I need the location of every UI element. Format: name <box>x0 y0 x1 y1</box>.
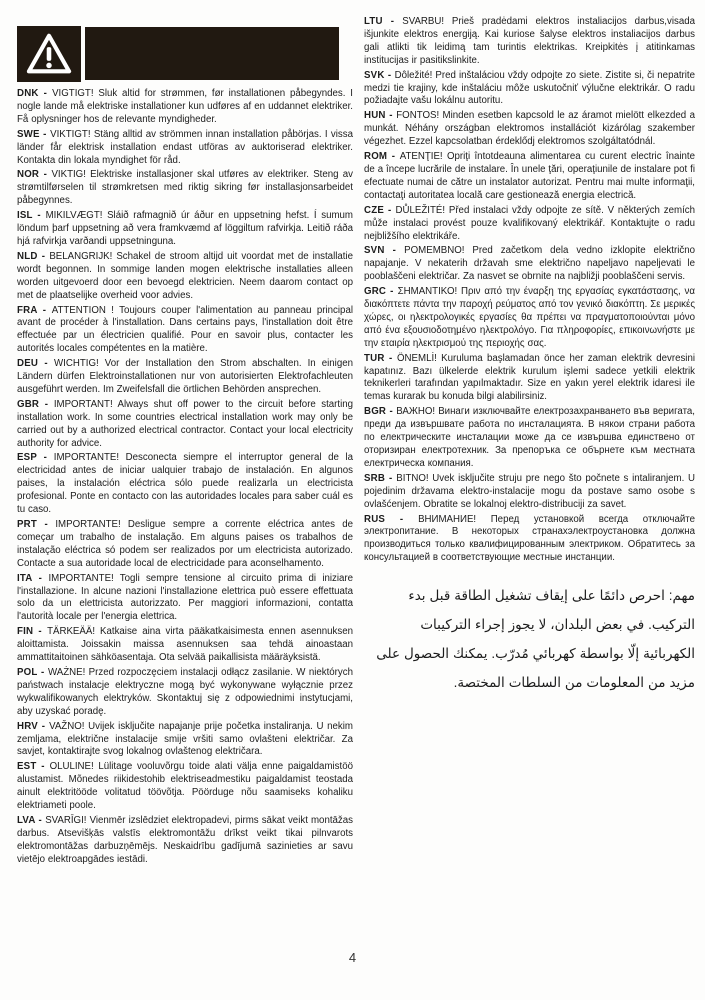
language-code-label: FIN - <box>17 626 48 638</box>
language-code-label: BGR - <box>364 406 397 418</box>
warning-text-rom: ROM - ATENŢIE! Opriţi întotdeauna alimentarea cu curent electric înainte de a începe lucrările de instalare. În unele ţări, operaţiunile de instalare pot fi efectuate numai de către un instalator autorizat. Pentru mai multe informaţii, contactaţi autoritatea locală care gestionează energia electrică. <box>364 151 695 201</box>
warning-text-srb: SRB - BITNO! Uvek isključite struju pre nego što počnete s intaliranjem. U pojedinim državama elektro-instalacije mogu da postave samo osobe s ovlašćenjem. Obratite se lokalnoj elektro-distribuciji za savet. <box>364 472 695 510</box>
language-code-label: HUN - <box>364 110 397 122</box>
warning-icon-box <box>17 26 81 82</box>
warning-text-hrv: HRV - VAŽNO! Uvijek isključite napajanje prije početka instaliranja. U nekim zemljama, električne instalacije smije vršiti samo ovlašteni električar. Za savjet, kontaktirajte svog lokalnog ovlaštenog električara. <box>17 720 353 758</box>
warning-banner-box <box>85 27 339 80</box>
language-code-label: SRB - <box>364 472 397 484</box>
language-code-label: LVA - <box>17 814 46 826</box>
warning-text-swe: SWE - VIKTIGT! Stäng alltid av strömmen innan installation påbörjas. I vissa länder får elektrisk installation endast utföras av auktoriserad elektriker. Kontakta din lokala myndighet för råd. <box>17 128 353 166</box>
warning-text-dnk: DNK - VIGTIGT! Sluk altid for strømmen, før installationen påbegyndes. I nogle lande må elektriske installationer kun udføres af en uddannet elektriker. Få oplysninger hos de relevante myndigheder. <box>17 88 353 125</box>
warning-text-est: EST - OLULINE! Lülitage vooluvõrgu toide alati välja enne paigaldamistöö alustamist. Mõnedes riikidestohib elektriseadmestiku paigaldamist teostada ainult elektritööde volitatud töövõtja. Pöörduge nõu saamiseks kohaliku elektriameti poole. <box>17 761 353 812</box>
warning-text-arabic: مهم: احرص دائمًا على إيقاف تشغيل الطاقة قبل بدء التركيب. في بعض البلدان، لا يجوز إجراء التركيبات الكهربائية إلّا بواسطة كهربائي مُدرّب. يمكنك الحصول على مزيد من المعلومات من السلطات المختصة. <box>376 588 695 691</box>
language-code-label: ROM - <box>364 151 400 163</box>
warning-text-tur: TUR - ÖNEMLİ! Kuruluma başlamadan önce her zaman elektrik devresini kapatınız. Bazı ülkelerde elektrik kurulum işlemi sadece yetkili elektrik teknikerleri tarafından yapılmaktadır. Size en yakın yerel elektrik idaresi ile temas kurarak bu konuda bilgi alabilirsiniz. <box>364 352 695 403</box>
language-code-label: EST - <box>17 761 50 773</box>
warning-banner <box>17 26 353 82</box>
warning-text-fin: FIN - TÄRKEÄÄ! Katkaise aina virta pääkatkaisimesta ennen asennuksen aloittamista. Joissakin maissa asennuksen saa tehdä ainoastaan ammattitaitoinen sähköasentaja. Ota selvää paikallisista määräyksistä. <box>17 626 353 664</box>
warning-text-esp: ESP - IMPORTANTE! Desconecta siempre el interruptor general de la electricidad antes de iniciar ualquier trabajo de instalación. En algunos paises, la instalación eléctrica sólo puede realizarla un electricista profesional. Ponte en contacto con las autoridades locales para saber cuál es tu caso. <box>17 452 354 516</box>
warning-text-ita: ITA - IMPORTANTE! Togli sempre tensione al circuito prima di iniziare l'installazione. In alcune nazioni l'installazione elettrica può essere effettuata solo da un elettricista autorizzato. Per maggiori informazioni, contatta l'autorità locale per l'energia elettrica. <box>17 572 354 623</box>
language-code-label: TUR - <box>364 352 398 364</box>
warning-text-lva: LVA - SVARĪGI! Vienmēr izslēdziet elektropadevi, pirms sākat veikt montāžas darbus. Atsevišķās valstīs elektromontāžu drīkst veikt tikai pilnvarots elektromontāžas darbuzņēmējs. Neskaidrību gadījumā sazinieties ar savu vietējo elektroapgādes iestādi. <box>17 814 353 865</box>
language-code-label: ESP - <box>17 452 54 464</box>
warning-text-gbr: GBR - IMPORTANT! Always shut off power to the circuit before starting installation work. In some countries electrical installation work may only be carried out by a authorized electrical contractor. Contact your local electricity authority for advice. <box>17 398 353 449</box>
warning-text-prt: PRT - IMPORTANTE! Desligue sempre a corrente eléctrica antes de começar um trabalho de instalação. Em alguns paises os trabalhos de instalação eléctrica só podem ser realizados por um electricista autorizado. Contacte a sua autoridade local de electricidade para aconselhamento. <box>17 519 353 569</box>
language-code-label: SVK - <box>364 69 395 81</box>
language-code-label: ISL - <box>17 210 46 222</box>
warning-triangle-icon <box>26 33 72 75</box>
language-code-label: DNK - <box>17 88 53 99</box>
warning-text-svn: SVN - POMEMBNO! Pred začetkom dela vedno izklopite električno napajanje. V nekaterih državah sme električno napeljavo napeljevati le pooblaščeni električar. Za nasvet se obrnite na najbližji pooblaščeni servis. <box>364 245 695 283</box>
warning-text-bgr: BGR - ВАЖНО! Винаги изключвайте електрозахранването във веригата, преди да извършвате работа по инсталацията. В някои страни работа по електрическите инсталации може да се извършва единствено от оторизиран електротехник. За препоръка се обърнете към местната електрическа компания. <box>364 406 695 469</box>
column-right <box>364 16 695 699</box>
warning-text-svk: SVK - Dôležité! Pred inštaláciou vždy odpojte zo siete. Zistite si, či nepatrite medzi tie krajiny, kde inštaláciu môže uskutočniť výlučne elektrikár. O radu požiadajte vašu lokálnu autoritu. <box>364 69 695 107</box>
warning-text-hun: HUN - FONTOS! Minden esetben kapcsold le az áramot mielött elkezded a munkát. Néhány országban elektromos installációt kizárólag szakember végezhet. Ezzel kapcsolatban érdeklődj elektromos szolgáltatódnál. <box>364 110 695 148</box>
warning-text-nld: NLD - BELANGRIJK! Schakel de stroom altijd uit voordat met de installatie wordt begonnen. In sommige landen mogen elektrische installaties alleen worden uitgevoerd door een bevoegd elektricien. Neem daarom contact op met de plaatselijke overheid voor advies. <box>17 250 353 301</box>
warning-text-nor: NOR - VIKTIG! Elektriske installasjoner skal utføres av elektriker. Steng av strømtilførselen til strømkretsen med riktig sikring før installasjonsarbeidet påbegynnes. <box>17 169 353 207</box>
language-code-label: SWE - <box>17 128 51 140</box>
warning-text-pol: POL - WAŻNE! Przed rozpoczęciem instalacji odłącz zasilanie. W niektórych państwach instalacje elektryczne mogą być wykonywane wyłącznie przez wykwalifikowanych elektryków. Skontaktuj się z odpowiednimi instytucjami, aby uzyskać poradę. <box>17 666 353 717</box>
warning-text-grc: GRC - ΣΗΜΑΝΤΙΚΟ! Πριν από την έναρξη της εργασίας εγκατάστασης, να διακόπτετε πάντα την παροχή ρεύματος από τον γενικό διακόπτη. Σε μερικές χώρες, οι ηλεκτρολογικές εργασίες θα πρέπει να πραγματοποιούνται μόνο από ένα εξουσιοδοτημένο ηλεκτρολόγο. Για πληροφορίες, επικοινωνήστε με την εταιρία ηλεκτρισμού της περιοχής σας. <box>364 286 695 349</box>
language-code-label: SVN - <box>364 245 405 257</box>
warning-text-cze: CZE - DŮLEŽITÉ! Před instalaci vždy odpojte ze sítě. V některých zemích může instalaci provést pouze kvalifikovaný elektrikář. Kontaktujte o radu nejbližšího elektrikáře. <box>364 204 695 242</box>
language-code-label: HRV - <box>17 720 50 732</box>
language-code-label: LTU - <box>364 16 403 27</box>
language-code-label: GRC - <box>364 286 398 298</box>
warning-text-rus: RUS - ВНИМАНИЕ! Перед установкой всегда отключайте электропитание. В некоторых странахэлектроустановка должна производиться только квалифицированным электриком. Обратитесь за консультацией в соответствующие местные инстанции. <box>364 513 695 564</box>
language-code-label: POL - <box>17 666 48 678</box>
language-code-label: FRA - <box>17 304 52 316</box>
column-left-sections <box>17 88 353 867</box>
warning-text-fra: FRA - ATTENTION ! Toujours couper l'alimentation au panneau principal avant de procéder à l'installation. Dans certains pays, l'installation doit être effectuée par un électricien qualifié. Pour en savoir plus, contacter les autorités locales compétentes en la matière. <box>17 304 353 355</box>
warning-text-ltu: LTU - SVARBU! Prieš pradėdami elektros instaliacijos darbus,visada išjunkite elektros energiją. Kai kuriose šalyse elektros instaliacijos darbus gali atlikti tik leidimą tam turintis elektrikas. Kreipkitės į atitinkamas institucijas ir pasitikslinkite. <box>364 16 695 66</box>
language-code-label: GBR - <box>17 398 54 410</box>
language-code-label: DEU - <box>17 358 55 370</box>
warning-text-isl: ISL - MIKILVÆGT! Sláið rafmagnið úr áður en uppsetning hefst. Í sumum löndum þarf uppsetning að vera framkvæmd af löggiltum rafvirkja. Leitið ráða hjá rafvirkja varðandi uppsetninguna. <box>17 210 354 247</box>
column-right-sections <box>364 16 695 697</box>
page-number: 4 <box>348 950 357 965</box>
language-code-label: NOR - <box>17 169 52 181</box>
column-left <box>17 26 353 869</box>
warning-text-deu: DEU - WICHTIG! Vor der Installation den Strom abschalten. In einigen Ländern dürfen Elektroinstallationen nur von autorisierten Elektrofachleuten ausgeführt werden. Im Zweifelsfall die örtlichen Behörden ansprechen. <box>17 358 353 395</box>
language-code-label: NLD - <box>17 250 50 262</box>
language-code-label: ITA - <box>17 572 49 584</box>
language-code-label: PRT - <box>17 519 56 530</box>
language-code-label: CZE - <box>364 204 396 216</box>
language-code-label: RUS - <box>364 513 419 525</box>
